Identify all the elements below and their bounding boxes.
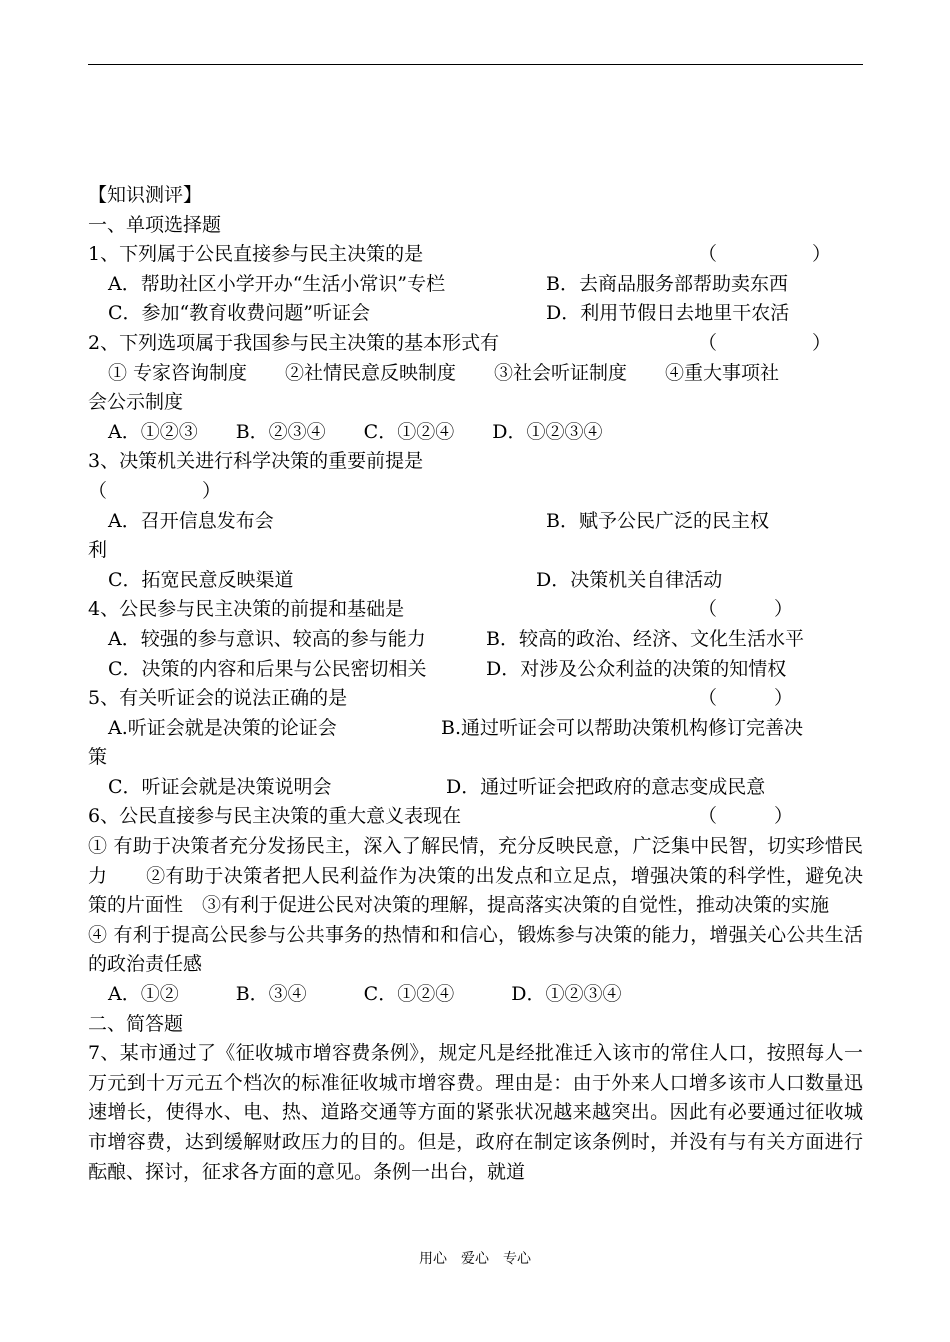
section-title-choice: 一、单项选择题 xyxy=(88,213,222,236)
q3-option-c: C．拓宽民意反映渠道 xyxy=(108,568,294,591)
q4-stem: 4、公民参与民主决策的前提和基础是 xyxy=(88,598,405,621)
q2-items-line2: 会公示制度 xyxy=(88,391,184,414)
q4-options-row1 xyxy=(88,625,863,655)
q5-options-row1 xyxy=(88,714,863,744)
q5-option-d: D．通过听证会把政府的意志变成民意 xyxy=(446,775,766,798)
q4-option-d: D．对涉及公众利益的决策的知情权 xyxy=(486,657,787,680)
header-rule xyxy=(88,64,863,65)
q1-options-row2 xyxy=(88,299,863,329)
q5-option-b: B.通过听证会可以帮助决策机构修订完善决 xyxy=(441,716,804,739)
q2-options: A．①②③ B．②③④ C．①②④ D．①②③④ xyxy=(108,420,603,443)
q1-option-d: D．利用节假日去地里干农活 xyxy=(546,302,790,325)
q1-option-c: C．参加“教育收费问题”听证会 xyxy=(108,302,370,325)
q1-answer-bracket: （ ） xyxy=(698,243,832,266)
q5-option-a: A.听证会就是决策的论证会 xyxy=(108,716,337,739)
q5-options-row2 xyxy=(88,773,863,803)
q1-option-a: A．帮助社区小学开办“生活小常识”专栏 xyxy=(108,272,446,295)
q2-answer-bracket: （ ） xyxy=(698,331,832,354)
document-body xyxy=(88,181,863,1187)
q3-option-b-continued: 利 xyxy=(88,539,108,562)
q3-option-d: D．决策机关自律活动 xyxy=(536,568,723,591)
q5-stem: 5、有关听证会的说法正确的是 xyxy=(88,687,348,710)
q5-stem-row xyxy=(88,684,863,714)
q6-stem: 6、公民直接参与民主决策的重大意义表现在 xyxy=(88,805,462,828)
section-header: 【知识测评】 xyxy=(88,184,203,206)
q4-option-a: A．较强的参与意识、较高的参与能力 xyxy=(108,627,426,650)
q6-statements-1: ① 有助于决策者充分发扬民主，深入了解民情，充分反映民意，广泛集中民智，切实珍惜民力 ②有助于决策者把人民利益作为决策的出发点和立足点，增强决策的科学性，避免决策的片面性 ③有利于促进公民对决策的理解，提高落实决策的自觉性，推动决策的实施 xyxy=(88,835,863,917)
q3-option-b: B．赋予公民广泛的民主权 xyxy=(546,509,769,532)
q3-option-a: A．召开信息发布会 xyxy=(108,509,274,532)
q6-stem-row xyxy=(88,802,863,832)
q4-stem-row xyxy=(88,595,863,625)
q1-options-row1 xyxy=(88,270,863,300)
q1-stem-row xyxy=(88,240,863,270)
q6-options: A．①② B．③④ C．①②④ D．①②③④ xyxy=(108,983,622,1006)
q3-stem: 3、决策机关进行科学决策的重要前提是 xyxy=(88,450,424,473)
q2-items-line1: ① 专家咨询制度 ②社情民意反映制度 ③社会听证制度 ④重大事项社 xyxy=(108,361,780,384)
q5-answer-bracket: （ ） xyxy=(698,687,794,710)
q6-answer-bracket: （ ） xyxy=(698,805,794,828)
section-title-short-answer: 二、简答题 xyxy=(88,1012,184,1035)
q7-text: 7、某市通过了《征收城市增容费条例》，规定凡是经批准迁入该市的常住人口，按照每人一万元到十万元五个档次的标准征收城市增容费。理由是：由于外来人口增多该市人口数量迅速增长，使得水、电、热、道路交通等方面的紧张状况越来越突出。因此有必要通过征收城市增容费，达到缓解财政压力的目的。但是，政府在制定该条例时，并没有与有关方面进行酝酿、探讨，征求各方面的意见。条例一出台，就道 xyxy=(88,1042,863,1183)
q5-option-c: C．听证会就是决策说明会 xyxy=(108,775,332,798)
q2-stem-row xyxy=(88,329,863,359)
q4-option-b: B．较高的政治、经济、文化生活水平 xyxy=(486,627,804,650)
q5-option-b-continued: 策 xyxy=(88,746,108,769)
q6-statements-2: ④ 有利于提高公民参与公共事务的热情和和信心，锻炼参与决策的能力，增强关心公共生活的政治责任感 xyxy=(88,923,863,976)
q4-answer-bracket: （ ） xyxy=(698,598,794,621)
q3-answer-bracket: （ ） xyxy=(88,479,222,502)
q1-option-b: B．去商品服务部帮助卖东西 xyxy=(546,272,788,295)
q1-stem: 1、下列属于公民直接参与民主决策的是 xyxy=(88,243,424,266)
q4-option-c: C．决策的内容和后果与公民密切相关 xyxy=(108,657,427,680)
page-footer: 用心 爱心 专心 xyxy=(419,1251,531,1267)
q3-options-row1 xyxy=(88,507,863,537)
q4-options-row2 xyxy=(88,655,863,685)
q2-stem: 2、下列选项属于我国参与民主决策的基本形式有 xyxy=(88,331,500,354)
q3-options-row2 xyxy=(88,566,863,596)
